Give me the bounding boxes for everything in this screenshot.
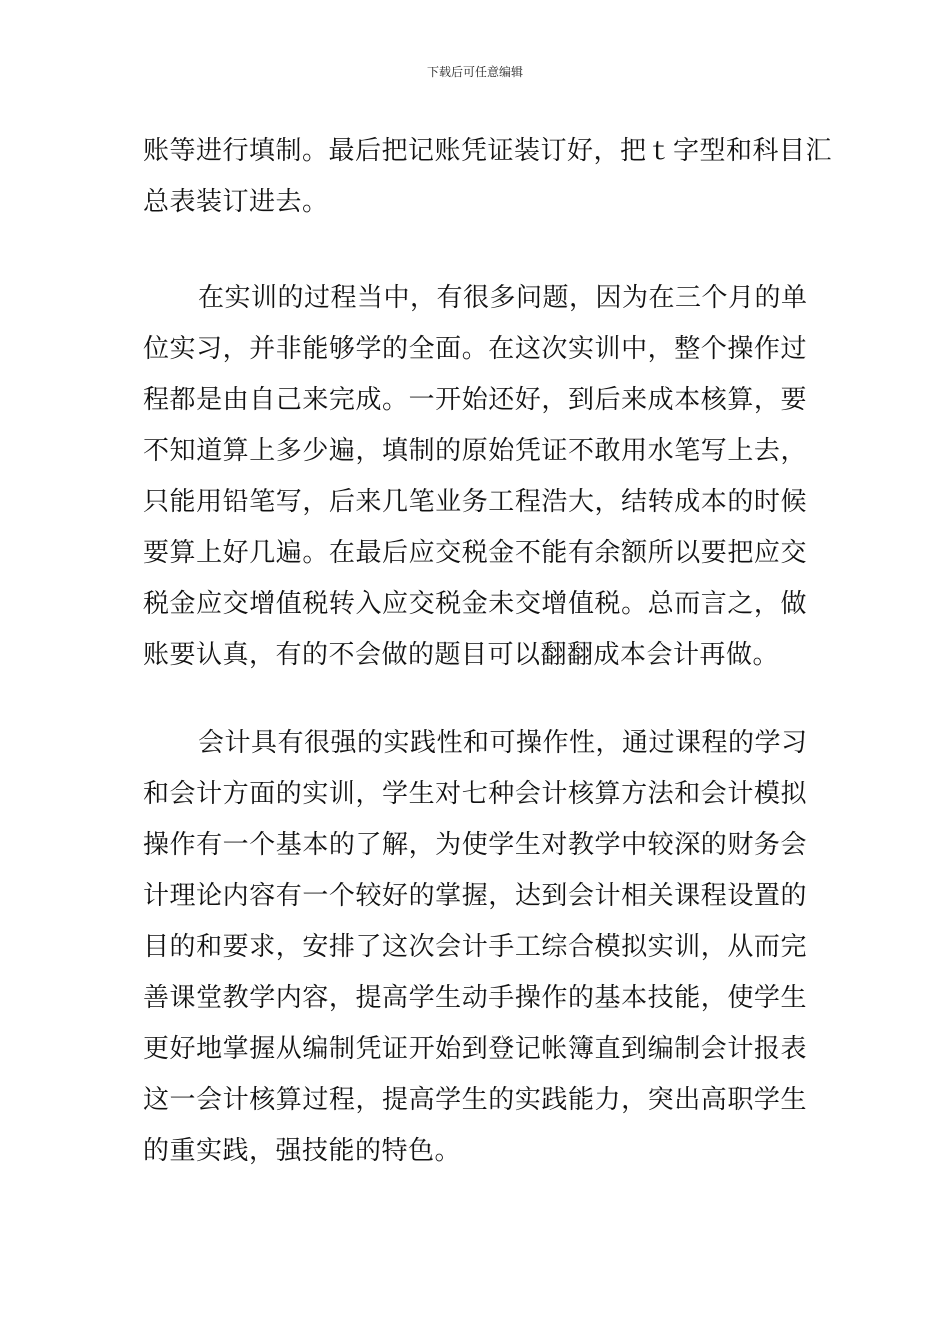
paragraph-1 [143, 126, 833, 228]
paragraph-line: 总表装订进去。 [143, 187, 329, 217]
paragraph-line: 善课堂教学内容，提高学生动手操作的基本技能，使学生 [143, 983, 807, 1013]
paragraph-line: 在实训的过程当中，有很多问题，因为在三个月的单 [198, 283, 808, 313]
paragraph-line: 这一会计核算过程，提高学生的实践能力，突出高职学生 [143, 1085, 807, 1115]
paragraph-line: 操作有一个基本的了解，为使学生对教学中较深的财务会 [143, 830, 807, 860]
paragraph-line: 账要认真，有的不会做的题目可以翻翻成本会计再做。 [143, 640, 780, 670]
paragraph-line: 和会计方面的实训，学生对七种会计核算方法和会计模拟 [143, 779, 807, 809]
paragraph-line: 账等进行填制。最后把记账凭证装订好，把ｔ字型和科目汇 [143, 136, 833, 166]
paragraph-line: 要算上好几遍。在最后应交税金不能有余额所以要把应交 [143, 538, 807, 568]
paragraph-line: 程都是由自己来完成。一开始还好，到后来成本核算，要 [143, 385, 807, 415]
paragraph-3 [143, 718, 807, 1177]
paragraph-line: 会计具有很强的实践性和可操作性，通过课程的学习 [198, 728, 808, 758]
paragraph-line: 税金应交增值税转入应交税金未交增值税。总而言之，做 [143, 589, 807, 619]
paragraph-line: 的重实践，强技能的特色。 [143, 1136, 462, 1166]
paragraph-line: 位实习，并非能够学的全面。在这次实训中，整个操作过 [143, 334, 807, 364]
paragraph-line: 只能用铅笔写，后来几笔业务工程浩大，结转成本的时候 [143, 487, 807, 517]
paragraph-line: 更好地掌握从编制凭证开始到登记帐簿直到编制会计报表 [143, 1034, 807, 1064]
paragraph-line: 目的和要求，安排了这次会计手工综合模拟实训，从而完 [143, 932, 807, 962]
paragraph-line: 计理论内容有一个较好的掌握，达到会计相关课程设置的 [143, 881, 807, 911]
paragraph-2 [143, 273, 807, 681]
page-header-note: 下载后可任意编辑 [426, 65, 523, 79]
paragraph-line: 不知道算上多少遍，填制的原始凭证不敢用水笔写上去， [143, 436, 807, 466]
